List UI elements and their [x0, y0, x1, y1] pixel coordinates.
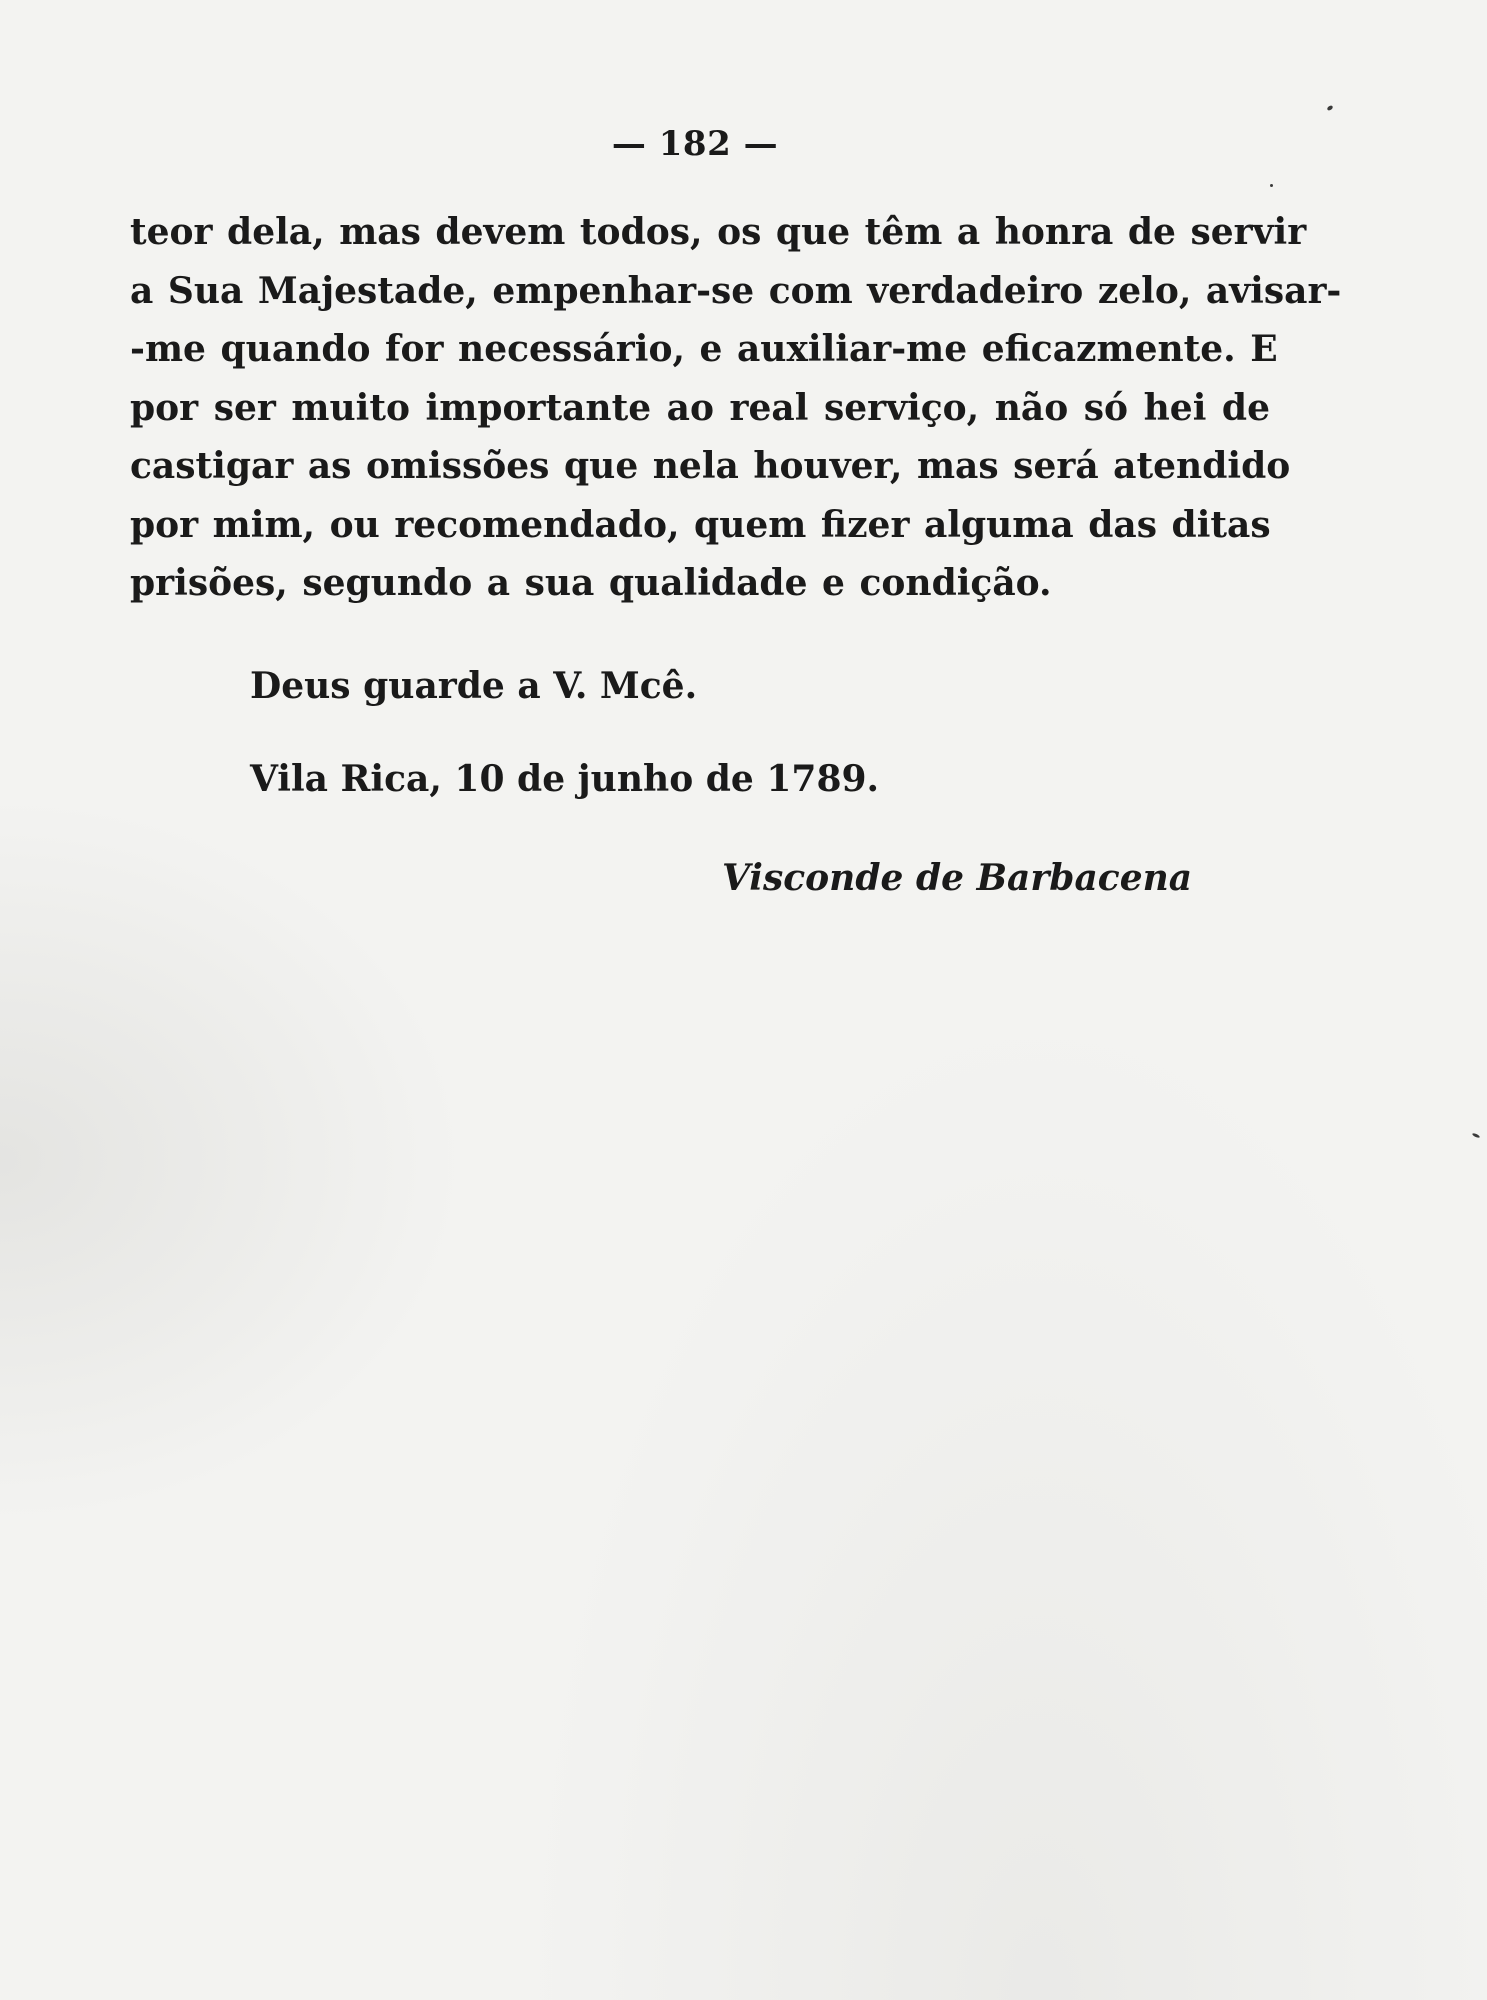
paragraph-line: -me quando for necessário, e auxiliar-me eficazmente. E	[130, 328, 1278, 370]
paragraph-line: por mim, ou recomendado, quem fizer alguma das ditas	[130, 503, 1271, 546]
ink-speck	[1326, 105, 1333, 112]
closing-salutation: Deus guarde a V. Mcê.	[250, 665, 698, 707]
paragraph-line: teor dela, mas devem todos, os que têm a honra de servir	[130, 211, 1307, 253]
paragraph-line: prisões, segundo a sua qualidade e condição.	[130, 562, 1052, 604]
ink-speck	[1472, 1132, 1481, 1138]
show-through-texture	[120, 520, 1420, 1920]
place-and-date: Vila Rica, 10 de junho de 1789.	[250, 758, 880, 800]
ink-speck	[1270, 184, 1273, 187]
paragraph-line: castigar as omissões que nela houver, mas será atendido	[130, 445, 1291, 487]
letter-paragraph	[130, 203, 1342, 613]
signature: Visconde de Barbacena	[722, 857, 1193, 899]
paragraph-line: a Sua Majestade, empenhar-se com verdadeiro zelo, avisar-	[130, 269, 1342, 312]
page-number: — 182 —	[611, 124, 779, 164]
paragraph-line: por ser muito importante ao real serviço, não só hei de	[130, 386, 1270, 429]
